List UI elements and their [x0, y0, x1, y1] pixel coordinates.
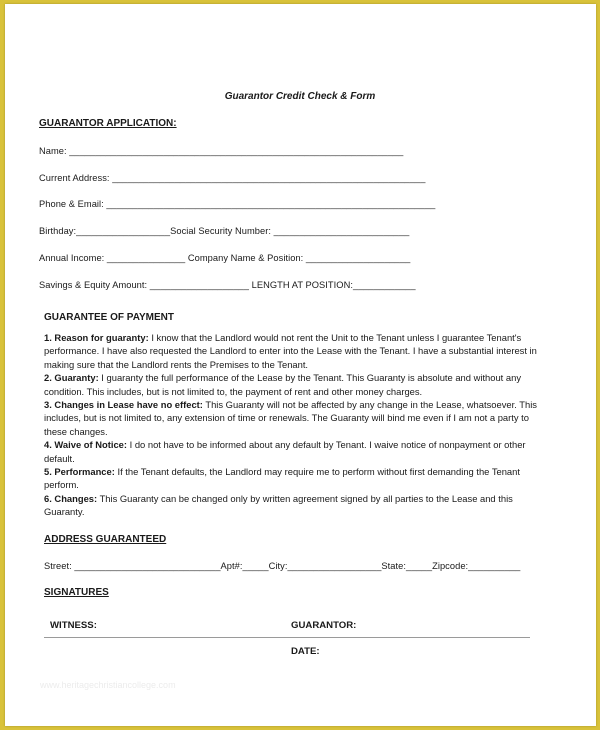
document-title: Guarantor Credit Check & Form	[224, 91, 376, 102]
witness-label: WITNESS:	[50, 620, 97, 631]
phone-email-field-line: Phone & Email: _______________________________________________________________	[39, 199, 436, 209]
signature-rule	[44, 637, 530, 638]
term-6: 6. Changes: This Guaranty can be changed only by written agreement signed by all parties to the Lease and this Guaranty.	[44, 492, 513, 518]
guarantor-label: GUARANTOR:	[291, 620, 357, 631]
address-field-line: Street: ____________________________Apt#:_____City:__________________State:_____Zipcode:__________	[44, 561, 521, 571]
term-5: 5. Performance: If the Tenant defaults, the Landlord may require me to perform without first demanding the Tenant perform.	[44, 466, 520, 491]
guarantee-of-payment-heading: GUARANTEE OF PAYMENT	[44, 312, 175, 323]
term-3: 3. Changes in Lease have no effect: This Guaranty will not be affected by any change in the Lease, whatsoever. This includes, but is not limited to, any extension of time or renewals. The Guaranty will bind me even if I am not a party to these changes.	[44, 399, 537, 437]
watermark: www.heritagechristiancollege.com	[40, 680, 176, 690]
term-1: 1. Reason for guaranty: I know that the Landlord would not rent the Unit to the Tenant unless I guarantee Tenant's performance. I have also requested the Landlord to enter into the Lease with the Tenant. I have a substantial interest in making sure that the Landlord rents the Premises to the Tenant.	[44, 332, 537, 370]
birthday-ssn-field-line: Birthday:__________________Social Security Number: __________________________	[39, 226, 410, 236]
current-address-field-line: Current Address: ____________________________________________________________	[39, 173, 426, 183]
savings-length-field-line: Savings & Equity Amount: ___________________ LENGTH AT POSITION:____________	[39, 280, 416, 290]
guarantee-terms	[44, 331, 544, 519]
name-field-line: Name: ________________________________________________________________	[39, 146, 404, 156]
address-guaranteed-heading: ADDRESS GUARANTEED	[44, 534, 167, 545]
income-company-field-line: Annual Income: _______________ Company Name & Position: ____________________	[39, 253, 411, 263]
term-2: 2. Guaranty: I guaranty the full performance of the Lease by the Tenant. This Guaranty is absolute and without any condition. This includes, but is not limited to, the payment of rent and other money charges.	[44, 372, 522, 397]
term-4: 4. Waive of Notice: I do not have to be informed about any default by Tenant. I waive notice of nonpayment or other default.	[44, 439, 526, 464]
signatures-heading: SIGNATURES	[44, 587, 109, 598]
date-label: DATE:	[291, 646, 320, 657]
guarantor-application-heading: GUARANTOR APPLICATION:	[39, 118, 177, 129]
